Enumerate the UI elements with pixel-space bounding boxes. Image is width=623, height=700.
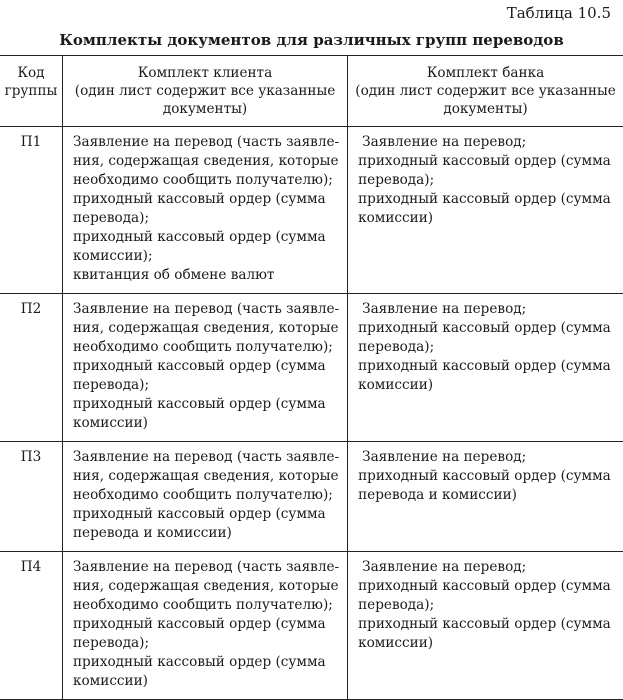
header-client	[63, 56, 348, 127]
bank-doc-line: приходный кассовый ордер (сумма	[358, 358, 611, 374]
client-doc-line: приходный кассовый ордер (сумма	[73, 358, 326, 374]
group-code-cell: П2	[0, 294, 63, 442]
client-doc-line: Заявление на перевод (часть заявле-	[73, 449, 340, 465]
bank-doc-line: приходный кассовый ордер (сумма	[358, 468, 611, 484]
client-doc-line: Заявление на перевод (часть заявле-	[73, 559, 340, 575]
header-client-line: (один лист содержит все указанные	[74, 83, 336, 99]
bank-doc-line: приходный кассовый ордер (сумма	[358, 320, 611, 336]
bank-doc-line: Заявление на перевод;	[362, 559, 527, 575]
table-row	[0, 552, 623, 700]
header-code-line: группы	[4, 83, 58, 99]
client-doc-line: приходный кассовый ордер (сумма	[73, 506, 326, 522]
client-doc-line: перевода);	[73, 377, 150, 393]
bank-doc-line: комиссии)	[358, 210, 434, 226]
bank-doc-line: перевода);	[358, 172, 435, 188]
client-docs-cell	[63, 442, 348, 552]
header-client-line: документы)	[162, 101, 248, 117]
client-docs-cell	[63, 552, 348, 700]
client-doc-line: ния, содержащая сведения, которые	[73, 468, 339, 484]
client-doc-line: Заявление на перевод (часть заявле-	[73, 134, 340, 150]
client-doc-line: приходный кассовый ордер (сумма	[73, 396, 326, 412]
client-doc-line: необходимо сообщить получателю);	[73, 487, 333, 503]
header-bank-line: документы)	[443, 101, 528, 117]
header-row	[0, 56, 623, 127]
client-doc-line: перевода);	[73, 635, 150, 651]
client-doc-line: квитанция об обмене валют	[73, 267, 275, 283]
client-docs-cell	[63, 127, 348, 294]
bank-doc-line: приходный кассовый ордер (сумма	[358, 578, 611, 594]
table-body	[0, 127, 623, 700]
bank-doc-line: Заявление на перевод;	[362, 301, 527, 317]
header-bank-line: Комплект банка	[426, 65, 545, 81]
client-doc-line: приходный кассовый ордер (сумма	[73, 229, 326, 245]
bank-docs-cell	[348, 127, 623, 294]
client-doc-line: приходный кассовый ордер (сумма	[73, 191, 326, 207]
bank-docs-cell	[348, 552, 623, 700]
group-code-cell: П1	[0, 127, 63, 294]
table-row	[0, 294, 623, 442]
table-number: Таблица 10.5	[506, 4, 611, 22]
bank-doc-line: приходный кассовый ордер (сумма	[358, 191, 611, 207]
header-code	[0, 56, 63, 127]
client-doc-line: необходимо сообщить получателю);	[73, 339, 333, 355]
group-code-cell: П3	[0, 442, 63, 552]
client-doc-line: комиссии)	[73, 415, 148, 431]
client-doc-line: приходный кассовый ордер (сумма	[73, 654, 326, 670]
bank-doc-line: приходный кассовый ордер (сумма	[358, 153, 611, 169]
bank-doc-line: Заявление на перевод;	[362, 449, 527, 465]
bank-docs-cell	[348, 294, 623, 442]
group-code-cell: П4	[0, 552, 63, 700]
client-doc-line: приходный кассовый ордер (сумма	[73, 616, 326, 632]
bank-doc-line: перевода);	[358, 339, 435, 355]
bank-doc-line: комиссии)	[358, 635, 434, 651]
client-doc-line: комиссии)	[73, 673, 148, 689]
table-title: Комплекты документов для различных групп переводов	[59, 31, 564, 49]
client-doc-line: необходимо сообщить получателю);	[73, 597, 333, 613]
client-doc-line: ния, содержащая сведения, которые	[73, 578, 339, 594]
table-row	[0, 442, 623, 552]
client-docs-cell	[63, 294, 348, 442]
header-bank	[348, 56, 623, 127]
client-doc-line: ния, содержащая сведения, которые	[73, 153, 339, 169]
documents-table	[0, 55, 623, 700]
bank-doc-line: комиссии)	[358, 377, 434, 393]
bank-doc-line: перевода и комиссии)	[358, 487, 517, 503]
client-doc-line: комиссии);	[73, 248, 153, 264]
header-bank-line: (один лист содержит все указанные	[355, 83, 616, 99]
bank-doc-line: перевода);	[358, 597, 435, 613]
bank-docs-cell	[348, 442, 623, 552]
client-doc-line: перевода и комиссии)	[73, 525, 232, 541]
table-row	[0, 127, 623, 294]
client-doc-line: ния, содержащая сведения, которые	[73, 320, 339, 336]
header-code-line: Код	[17, 65, 45, 81]
client-doc-line: перевода);	[73, 210, 150, 226]
bank-doc-line: приходный кассовый ордер (сумма	[358, 616, 611, 632]
table-header	[0, 56, 623, 127]
bank-doc-line: Заявление на перевод;	[362, 134, 527, 150]
header-client-line: Комплект клиента	[137, 65, 273, 81]
client-doc-line: необходимо сообщить получателю);	[73, 172, 333, 188]
client-doc-line: Заявление на перевод (часть заявле-	[73, 301, 340, 317]
